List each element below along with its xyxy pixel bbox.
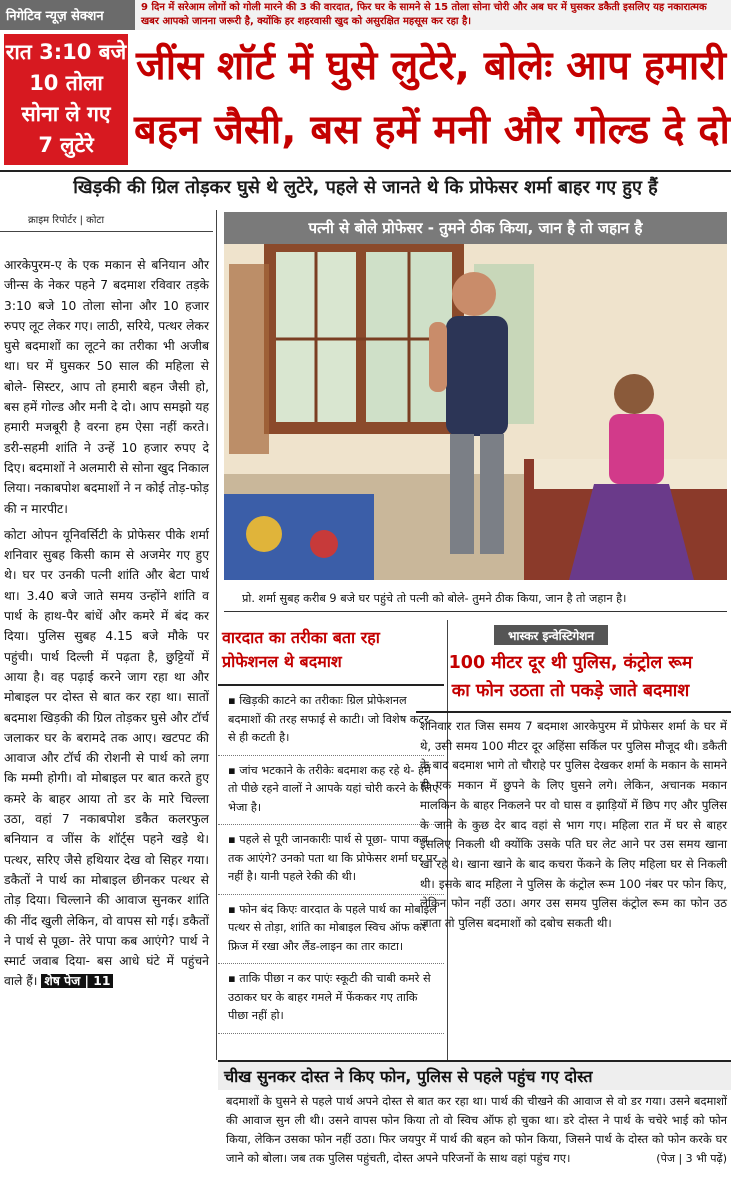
story-paragraph-text: कोटा ओपन यूनिवर्सिटी के प्रोफेसर पीके शर्मा शनिवार सुबह किसी काम से अजमेर गए हुए थे। घर पर उनकी पत्नी शांति और बेटा पार्थ था। 3.40 बजे जाते समय उन्होंने शांति व पार्थ के हाथ-पैर बांधें और कमरे में बंद कर दिया। पुलिस सुबह 4.15 बजे मौके पर पहुंची। पार्थ दिल्ली में पढ़ता है, छुट्टियों में आया है। वह पढ़ाई करने जाग रहा था और मोबाइल पर दोस्त से बात कर रहा था। सातों बदमाश खिड़की की ग्रिल तोड़कर घुसे और टॉर्च जलाकर घर के बरामदे तक आए। खटपट की आवाज और टॉर्च की रोशनी से पार्थ को लगा कि मम्मी होगी। वो मोबाइल पर बात करते हुए कमरे के बाहर आया तो डर के मारे चिल्ला उठा, वहां 7 नकाबपोश डकैत कलरफुल बनियान व जींस के शॉर्ट्स पहने खड़े थे। पत्थर, सरिए जैसे हथियार देख वो सिहर गया। डकैतों ने पार्थ का मोबाइल छीनकर पत्थर से तोड़ दिया। चिल्लाने की आवाज सुनकर शांति की नींद खुली लेकिन, वो वापस सो गई। डकैतों ने पार्थ से पूछा- तेरे पापा कब आएंगे? पार्थ ने स्मार्ट जवाब दिया- बस आधे घंटे में पहुंचने वाले हैं। — [4, 527, 209, 989]
investigation-title-line: 100 मीटर दूर थी पुलिस, कंट्रोल रूम — [448, 653, 693, 673]
highlight-box — [4, 34, 128, 165]
section-tag: निगेटिव न्यूज़ सेक्शन — [0, 0, 135, 30]
subheadline: खिड़की की ग्रिल तोड़कर घुसे थे लुटेरे, पहले से जानते थे कि प्रोफेसर शर्मा बाहर गए हुए हैं — [0, 170, 731, 206]
photo-caption: प्रो. शर्मा सुबह करीब 9 बजे घर पहुंचे तो पत्नी को बोले- तुमने ठीक किया, जान है तो जहान है। — [224, 586, 727, 612]
list-item: ▪ पहले से पूरी जानकारीः पार्थ से पूछा- पापा कब तक आएंगे? उनको पता था कि प्रोफेसर शर्मा घर पर नहीं है। यानी पहले रेकी की थी। — [218, 831, 444, 895]
mid-title-line: प्रोफेशनल थे बदमाश — [222, 652, 342, 671]
mid-title-line: वारदात का तरीका बता रहा — [222, 628, 380, 647]
news-photo — [224, 244, 727, 580]
highlight-line: 10 तोला — [29, 71, 103, 95]
investigation-tag: भास्कर इन्वेस्टिगेशन — [494, 625, 608, 645]
investigation-title-line: का फोन उठता तो पकड़े जाते बदमाश — [451, 681, 690, 701]
bottom-body-text: बदमाशों के घुसने से पहले पार्थ अपने दोस्त से बात कर रहा था। पार्थ की चीखने की आवाज से वो डर गया। उसने बदमाशों की आवाज सुन ली थी। उसने वापस फोन किया तो वो स्विच ऑफ हो चुका था। डरे दोस्त ने पार्थ के चचेरे भाई को फोन किया, लेकिन उसका फोन नहीं उठा। फिर जयपुर में पार्थ की बहन को फोन किया, जिसने पार्थ के दोस्त को फोन करके घर जाने को बोला। जब तक पुलिस पहुंचती, दोस्त अपने परिजनों के साथ वहां पहुंच गए। — [226, 1094, 727, 1165]
highlight-line: सोना ले गए — [21, 102, 111, 126]
bottom-body — [218, 1090, 731, 1168]
list-item: ▪ जांच भटकाने के तरीकेः बदमाश कह रहे थे- हमें तो पीछे रहने वालों ने आपके यहां चोरी करने के लिए भेजा है। — [218, 762, 444, 826]
continued-marker: शेष पेज | 11 — [41, 974, 113, 988]
top-strip — [0, 0, 731, 30]
headline-line: जींस शॉर्ट में घुसे लुटेरे, बोलेः आप हमारी — [136, 43, 726, 89]
list-item: ▪ ताकि पीछा न कर पाएंः स्कूटी की चाबी कमरे से उठाकर घर के बाहर गमले में फेंककर गए ताकि पीछा नहीं हो। — [218, 970, 444, 1034]
column-divider — [216, 210, 217, 1060]
investigation-title — [410, 649, 731, 705]
story-paragraph — [0, 525, 213, 992]
photo-illustration — [224, 244, 727, 580]
byline: क्राइम रिपोर्टर | कोटा — [0, 210, 213, 232]
main-headline — [134, 34, 728, 166]
page-reference: (पेज | 3 भी पढ़ें) — [656, 1152, 727, 1165]
right-column-investigation — [420, 620, 731, 1060]
investigation-body: शनिवार रात जिस समय 7 बदमाश आरकेपुरम में प्रोफेसर शर्मा के घर में थे, उसी समय 100 मीटर दूर अहिंसा सर्किल पर पुलिस मौजूद थी। डकैती के बाद बदमाश भागे तो चौराहे पर पुलिस देखकर शर्मा के मकान के सामने ही एक मकान में छुपने के लिए घुसने लगे। लेकिन, अचानक मकान मालकिन के बाहर निकलने पर वो घास व झाड़ियों में छिप गए और पुलिस के जाने के कुछ देर बाद वहां से भाग गए। महिला रात में घर से बाहर इसलिए निकली थी क्योंकि उसके पति घर लेट आने पर उस समय खाना खा रहे थे। खाना खाने के बाद कचरा फेंकने के लिए महिला घर से निकली थी। इसके बाद महिला ने पुलिस के कंट्रोल रूम 100 नंबर पर फोन किए, लेकिन फोन नहीं उठा। अगर उस समय पुलिस कंट्रोल रूम का फोन उठ जाता तो पुलिस बदमाशों को दबोच सकती थी। — [416, 711, 731, 934]
highlight-line: 7 लुटेरे — [38, 133, 94, 157]
story-paragraph: आरकेपुरम-ए के एक मकान से बनियान और जीन्स के नेकर पहने 7 बदमाश रविवार तड़के 3:10 बजे 10 तोला सोना और 10 हजार रुपए लूट लेकर गए। लाठी, सरिये, पत्थर लेकर घुसे बदमाशों का लूटने का तरीका भी अजीब था। घर में घुसकर 50 साल की महिला से बोले- सिस्टर, आप तो हमारी बहन जैसी हो, बस हमें गोल्ड और मनी दे दो। आप समझो यह हमारी मजबूरी है वरना हम ऐसा नहीं करते। डरी-सहमी शांति ने उन्हें 10 हजार रुपए दे दिए। बदमाशों ने अलमारी से सोना खुद निकाल लिया। नकाबपोश बदमाशों ने न कोई तोड़-फोड़ की न मारपीट। — [4, 258, 209, 516]
left-column-story — [0, 210, 213, 1200]
bottom-title: चीख सुनकर दोस्त ने किए फोन, पुलिस से पहले पहुंच गए दोस्त — [218, 1060, 731, 1090]
list-item: ▪ फोन बंद किएः वारदात के पहले पार्थ का मोबाइल पत्थर से तोड़ा, शांति का मोबाइल स्विच ऑफ कर फ्रिज में रखा और लैंड-लाइन का तार काटा। — [218, 901, 444, 965]
photo-top-caption: पत्नी से बोले प्रोफेसर - तुमने ठीक किया, जान है तो जहान है — [224, 212, 727, 244]
list-item: ▪ खिड़की काटने का तरीकाः ग्रिल प्रोफेशनल बदमाशों की तरह सफाई से काटी। जो विशेष कटर से ही कटती है। — [218, 692, 444, 756]
highlight-line: रात 3:10 बजे — [5, 40, 127, 64]
kicker-text: 9 दिन में सरेआम लोगों को गोली मारने की 3 की वारदात, फिर घर के सामने से 15 तोला सोना चोरी और अब घर में घुसकर डकैती इसलिए यह नकारात्मक खबर आपको जानना जरूरी है, क्योंकि हर शहरवासी खुद को असुरक्षित महसूस कर रहा है। — [135, 0, 731, 30]
headline-line: बहन जैसी, बस हमें मनी और गोल्ड दे दो — [134, 107, 730, 153]
bottom-story-box — [218, 1060, 731, 1200]
